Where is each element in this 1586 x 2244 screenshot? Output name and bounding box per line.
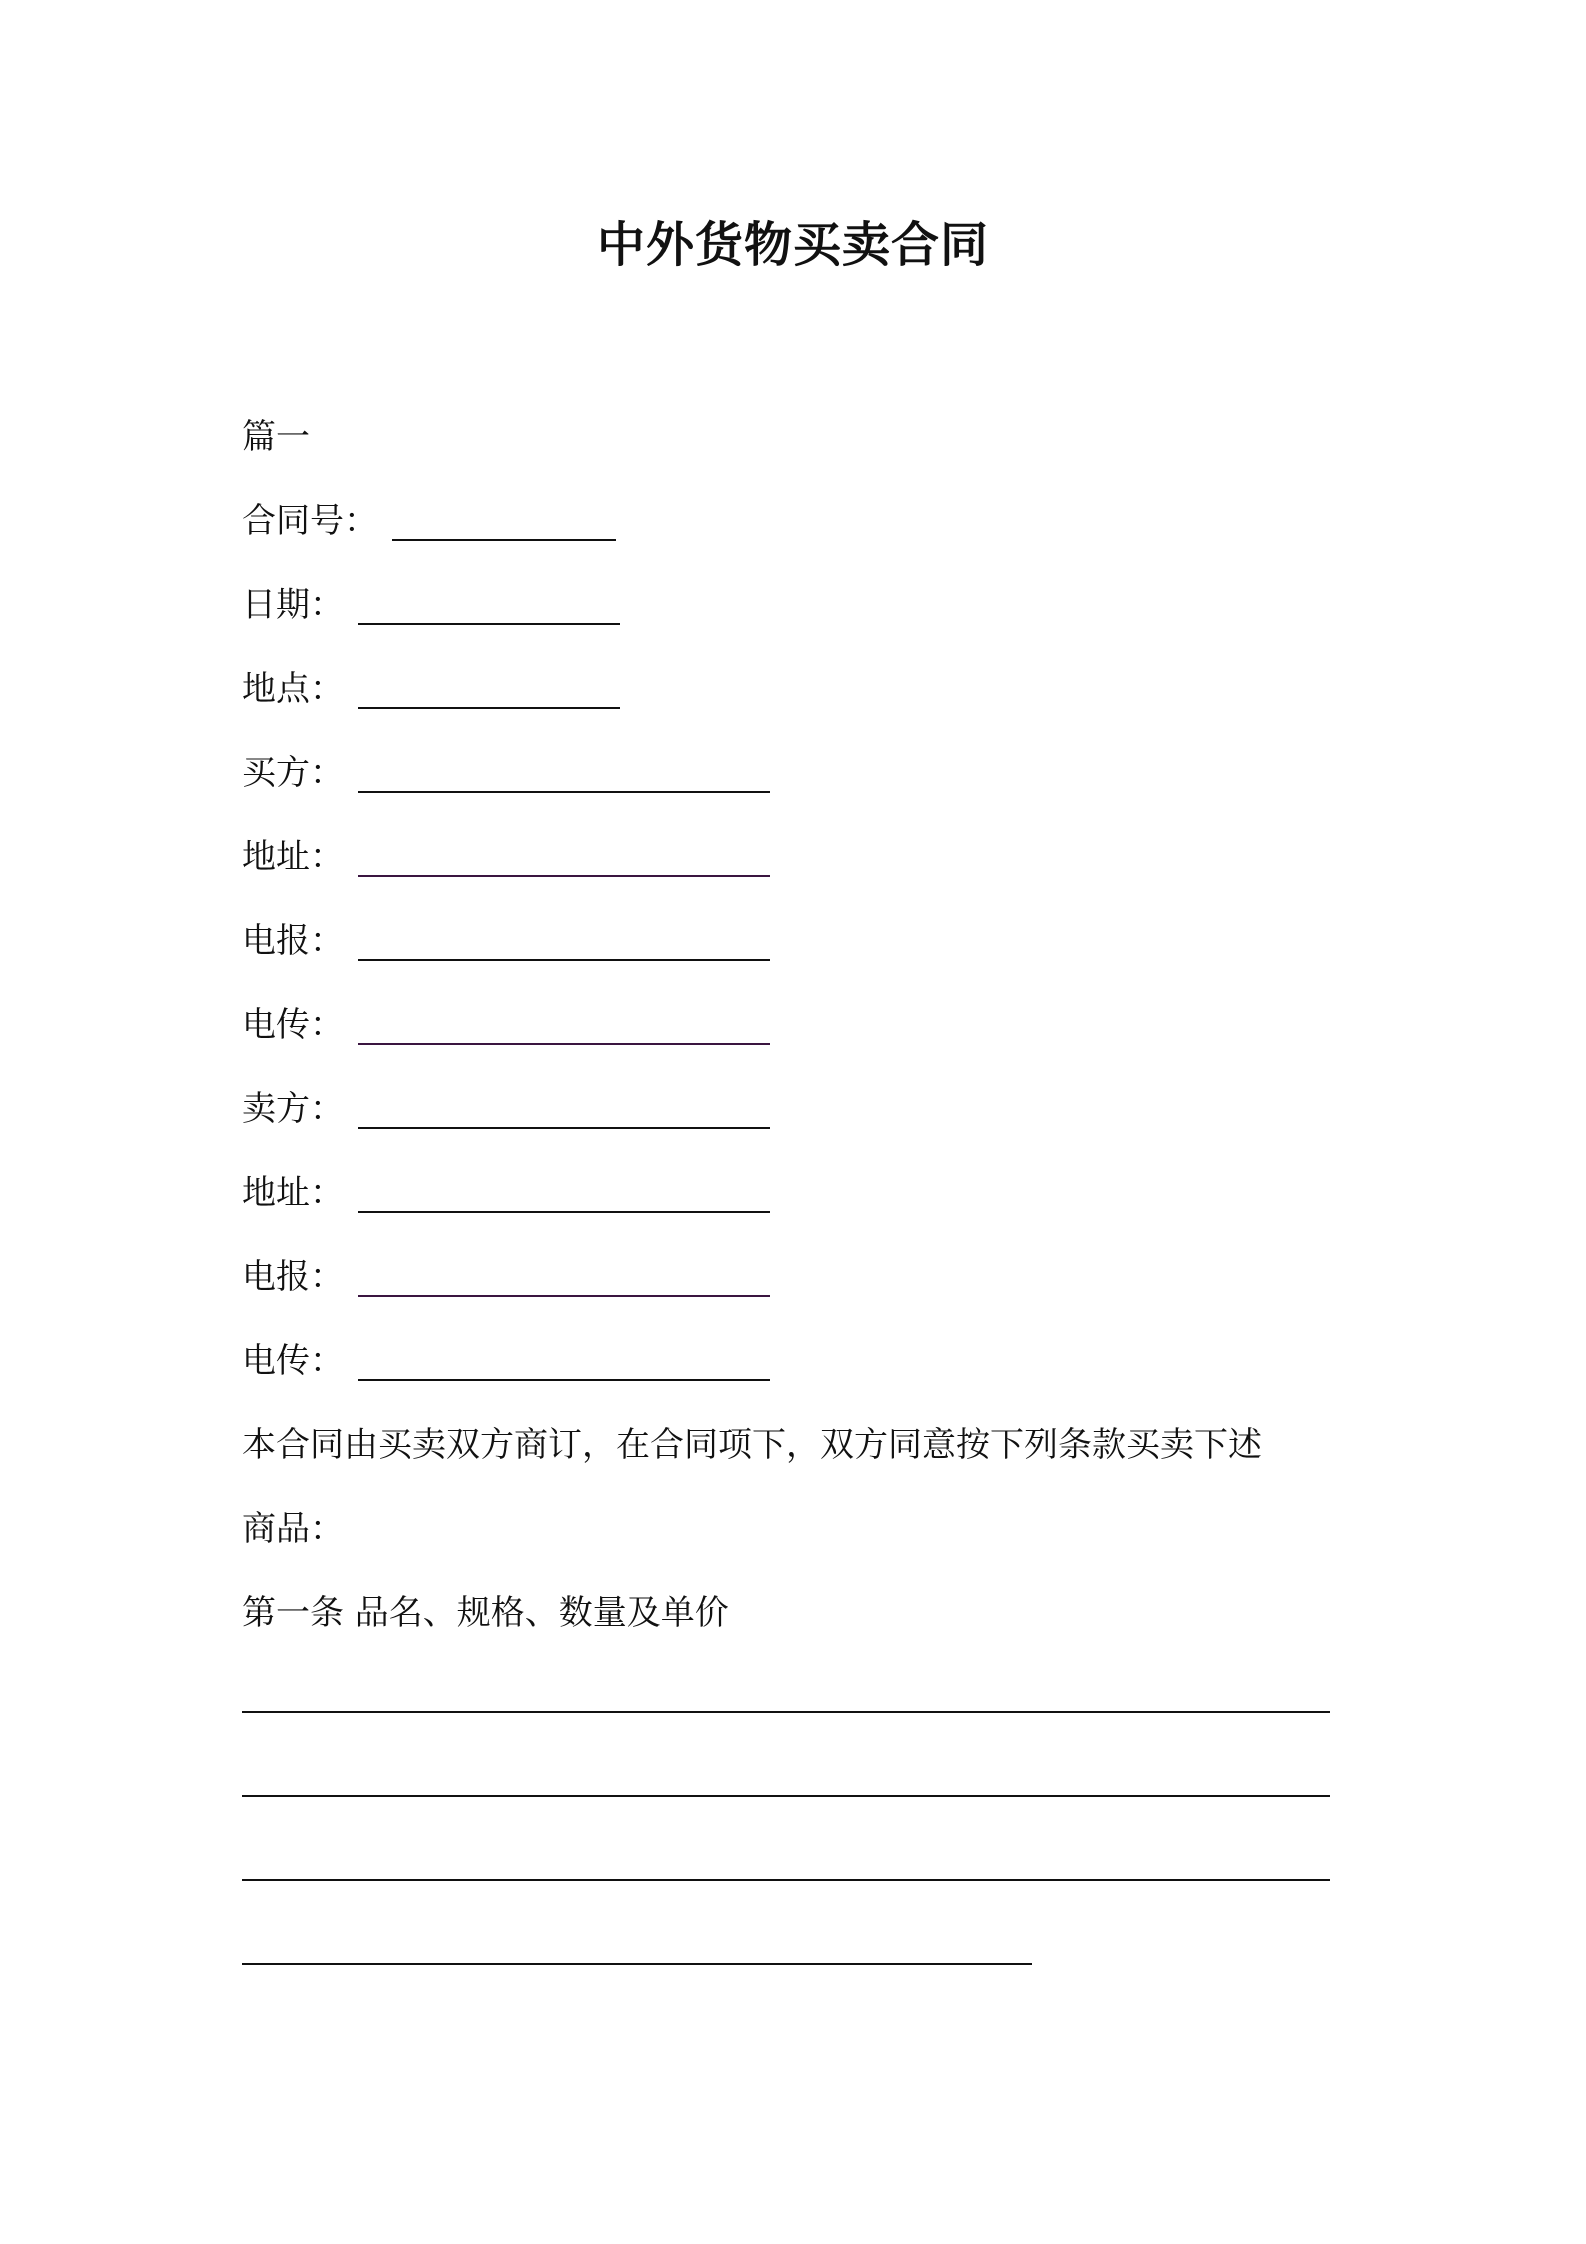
contract-number-field xyxy=(242,497,616,545)
document-title: 中外货物买卖合同 xyxy=(596,217,989,273)
buyer-field xyxy=(242,749,770,797)
seller-label: 卖方： xyxy=(242,1089,344,1129)
date-label: 日期： xyxy=(242,585,344,625)
place-blank[interactable] xyxy=(358,669,620,709)
buyer-address-blank[interactable] xyxy=(358,837,770,877)
seller-telex-blank[interactable] xyxy=(358,1341,770,1381)
seller-telegram-label: 电报： xyxy=(242,1257,344,1297)
contract-number-blank[interactable] xyxy=(392,501,616,541)
seller-telegram-blank[interactable] xyxy=(358,1257,770,1297)
date-field xyxy=(242,581,620,629)
seller-telex-field xyxy=(242,1337,770,1385)
buyer-label: 买方： xyxy=(242,753,344,793)
buyer-telex-field xyxy=(242,1001,770,1049)
date-blank[interactable] xyxy=(358,585,620,625)
buyer-telegram-blank[interactable] xyxy=(358,921,770,961)
article-1-blank-line[interactable] xyxy=(242,1711,1330,1713)
seller-blank[interactable] xyxy=(358,1089,770,1129)
buyer-address-label: 地址： xyxy=(242,837,344,877)
seller-address-blank[interactable] xyxy=(358,1173,770,1213)
article-1-blank-line[interactable] xyxy=(242,1963,1032,1965)
section-heading: 篇一 xyxy=(242,417,310,457)
buyer-telex-blank[interactable] xyxy=(358,1005,770,1045)
seller-telex-label: 电传： xyxy=(242,1341,344,1381)
intro-paragraph-line2: 商品： xyxy=(242,1509,344,1549)
seller-address-label: 地址： xyxy=(242,1173,344,1213)
article-1-blank-line[interactable] xyxy=(242,1795,1330,1797)
buyer-blank[interactable] xyxy=(358,753,770,793)
seller-telegram-field xyxy=(242,1253,770,1301)
place-field xyxy=(242,665,620,713)
article-1-blank-line[interactable] xyxy=(242,1879,1330,1881)
article-1-heading: 第一条 品名、规格、数量及单价 xyxy=(242,1593,729,1633)
buyer-telegram-field xyxy=(242,917,770,965)
seller-field xyxy=(242,1085,770,1133)
contract-number-label: 合同号： xyxy=(242,501,378,541)
place-label: 地点： xyxy=(242,669,344,709)
buyer-address-field xyxy=(242,833,770,881)
buyer-telex-label: 电传： xyxy=(242,1005,344,1045)
seller-address-field xyxy=(242,1169,770,1217)
buyer-telegram-label: 电报： xyxy=(242,921,344,961)
intro-paragraph-line1: 本合同由买卖双方商订，在合同项下，双方同意按下列条款买卖下述 xyxy=(242,1425,1262,1465)
